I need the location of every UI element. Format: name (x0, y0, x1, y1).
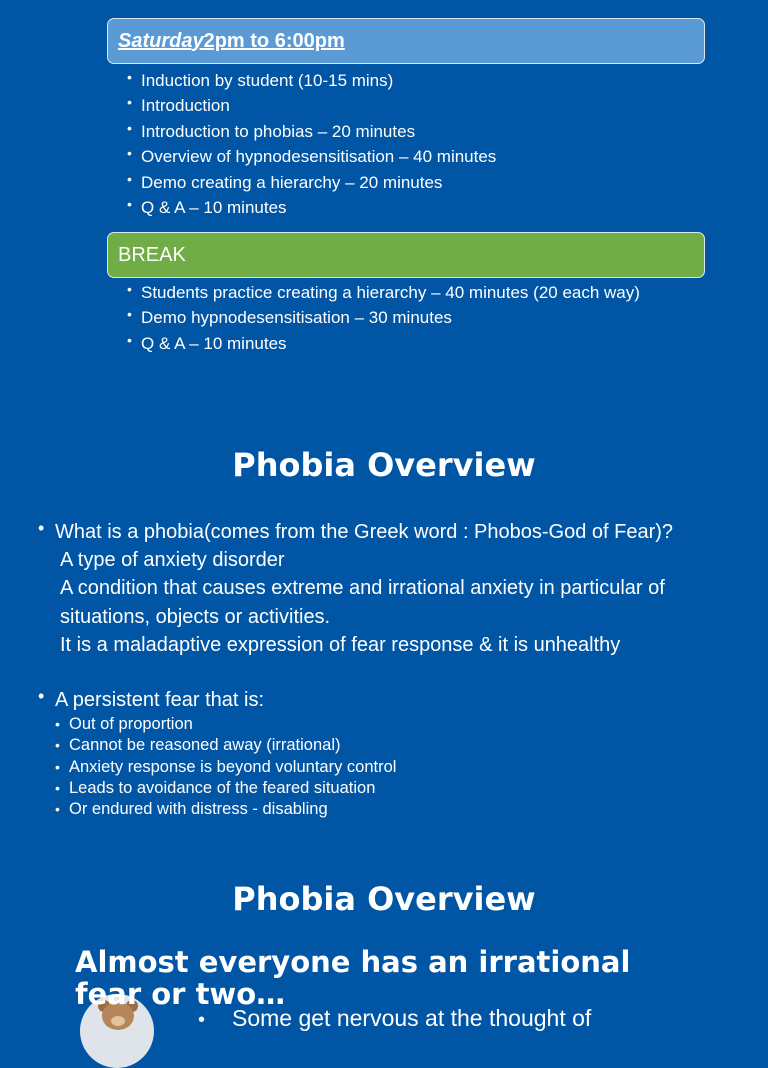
irrational-fear-heading (75, 946, 630, 1010)
break-banner (107, 232, 705, 278)
session-banner (107, 18, 705, 64)
list-item: • Q & A – 10 minutes (127, 195, 496, 220)
list-item: • Overview of hypnodesensitisation – 40 minutes (127, 144, 496, 169)
slide-title: Phobia Overview (232, 880, 536, 918)
bullet-text: Some get nervous at the thought of (232, 1005, 592, 1031)
list-item: • Q & A – 10 minutes (127, 331, 640, 356)
definition-line: It is a maladaptive expression of fear response & it is unhealthy (60, 633, 621, 656)
persistent-fear-lead: • A persistent fear that is: (55, 688, 264, 711)
session-day: Saturday (118, 29, 204, 52)
list-item: • Or endured with distress - disabling (55, 799, 673, 820)
list-item: • Demo hypnodesensitisation – 30 minutes (127, 305, 640, 330)
list-item: • Leads to avoidance of the feared situation (55, 778, 673, 799)
phobia-definition-list (38, 518, 673, 821)
list-item (38, 686, 673, 714)
definition-line: situations, objects or activities. (60, 605, 331, 628)
list-item: • Demo creating a hierarchy – 20 minutes (127, 170, 496, 195)
heading-line: Almost everyone has an irrational (75, 945, 631, 979)
list-item: • Students practice creating a hierarchy – 40 minutes (20 each way) (127, 280, 640, 305)
definition-line: A type of anxiety disorder (60, 549, 285, 572)
break-label: BREAK (118, 243, 186, 266)
list-item: • Induction by student (10-15 mins) (127, 68, 496, 93)
nervous-bullet: • Some get nervous at the thought of (198, 1005, 592, 1031)
slide-title: Phobia Overview (232, 446, 536, 484)
heading-line: fear or two… (75, 977, 286, 1011)
agenda-list-before-break (127, 68, 496, 220)
list-item: • Anxiety response is beyond voluntary control (55, 757, 673, 778)
persistent-fear-sublist (55, 714, 673, 820)
list-item: • Out of proportion (55, 714, 673, 735)
list-item: • Introduction to phobias – 20 minutes (127, 119, 496, 144)
list-item: • Cannot be reasoned away (irrational) (55, 735, 673, 756)
list-item (38, 518, 673, 659)
agenda-list-after-break (127, 280, 640, 356)
definition-question: • What is a phobia(comes from the Greek word : Phobos-God of Fear)? (55, 521, 674, 543)
definition-line: A condition that causes extreme and irrational anxiety in particular of (60, 577, 665, 600)
list-item: • Introduction (127, 93, 496, 118)
session-time: 2pm to 6:00pm (203, 29, 345, 52)
